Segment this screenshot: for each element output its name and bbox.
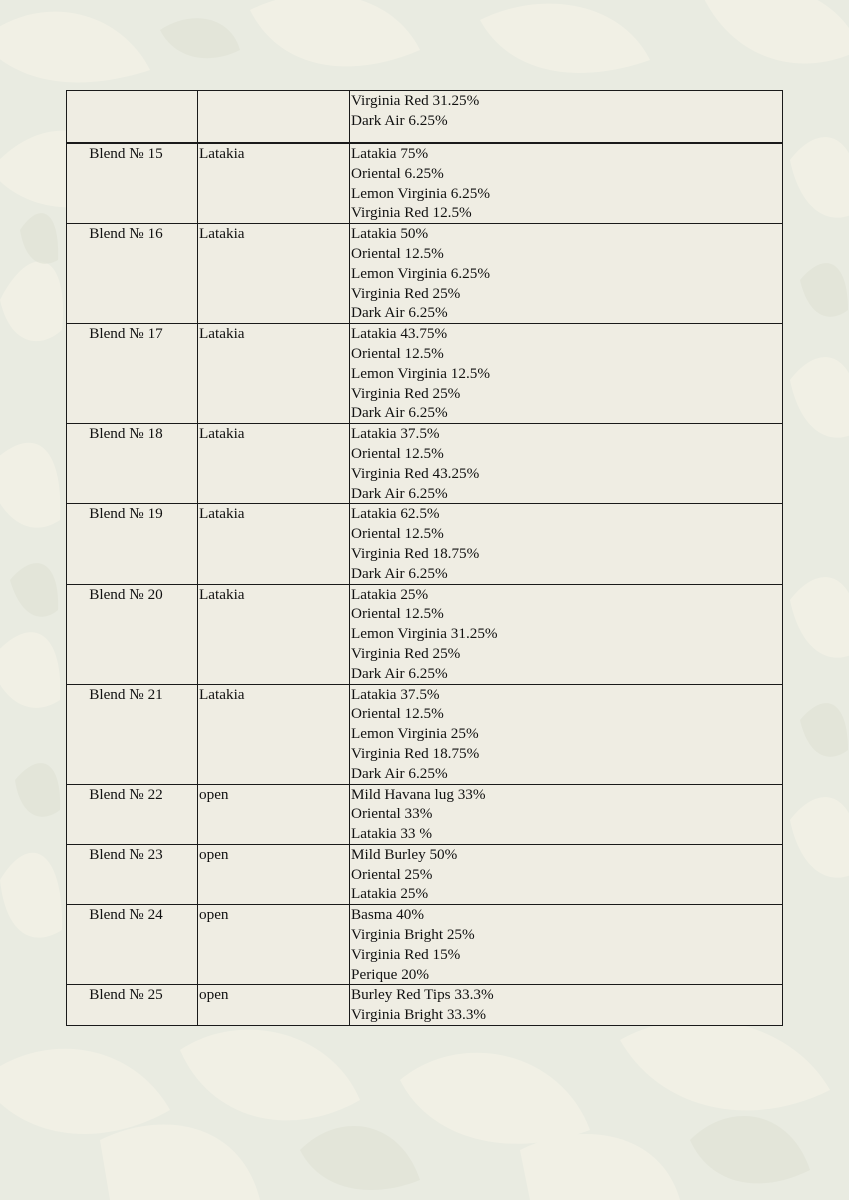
blend-table	[66, 90, 783, 1026]
table-row-continued	[67, 91, 783, 144]
table-row	[67, 143, 783, 224]
blend-name-cell: Blend № 16	[67, 224, 198, 324]
blend-components-cell	[350, 424, 783, 504]
component-line: Dark Air 6.25%	[351, 404, 448, 422]
component-line: Oriental 25%	[351, 865, 433, 883]
component-line: Virginia Red 25%	[351, 284, 461, 302]
blend-components-cell	[350, 143, 783, 224]
component-line: Dark Air 6.25%	[351, 664, 448, 682]
blend-components-cell	[350, 684, 783, 784]
blend-type-cell: Latakia	[198, 424, 350, 504]
component-line: Latakia 75%	[351, 145, 429, 162]
component-line: Dark Air 6.25%	[351, 764, 448, 782]
table-row	[67, 784, 783, 844]
component-line: Virginia Red 31.25%	[351, 92, 480, 109]
component-line: Oriental 12.5%	[351, 344, 444, 362]
component-line: Latakia 62.5%	[351, 505, 440, 523]
component-line: Oriental 12.5%	[351, 705, 444, 723]
blend-name-cell: Blend № 22	[67, 784, 198, 844]
blend-components-cell	[350, 324, 783, 424]
component-line: Mild Havana lug 33%	[351, 785, 486, 803]
blend-components-cell	[350, 91, 783, 144]
component-line: Oriental 12.5%	[351, 525, 444, 543]
component-line: Oriental 12.5%	[351, 605, 444, 623]
component-line: Oriental 6.25%	[351, 164, 444, 182]
component-line: Burley Red Tips 33.3%	[351, 986, 494, 1004]
table-row	[67, 424, 783, 504]
blend-components-cell	[350, 504, 783, 584]
blend-name-cell: Blend № 20	[67, 584, 198, 684]
blend-type-cell: open	[198, 905, 350, 985]
component-line: Virginia Red 12.5%	[351, 204, 472, 222]
component-line: Dark Air 6.25%	[351, 304, 448, 322]
component-line: Lemon Virginia 6.25%	[351, 184, 490, 202]
blend-type-cell: Latakia	[198, 324, 350, 424]
component-line: Virginia Red 18.75%	[351, 744, 480, 762]
component-line: Perique 20%	[351, 965, 430, 983]
blend-name-cell: Blend № 25	[67, 985, 198, 1026]
blend-components-cell	[350, 784, 783, 844]
component-line: Latakia 37.5%	[351, 685, 440, 703]
blend-name-cell	[67, 91, 198, 144]
component-line: Oriental 12.5%	[351, 444, 444, 462]
component-line: Latakia 33 %	[351, 825, 432, 843]
blend-name-cell: Blend № 18	[67, 424, 198, 504]
component-line: Virginia Bright 25%	[351, 926, 475, 944]
table-row	[67, 324, 783, 424]
component-line: Dark Air 6.25%	[351, 564, 448, 582]
blend-components-cell	[350, 985, 783, 1026]
table-row	[67, 985, 783, 1026]
component-line: Latakia 50%	[351, 225, 429, 243]
table-row	[67, 684, 783, 784]
component-line: Latakia 25%	[351, 585, 429, 603]
component-line: Dark Air 6.25%	[351, 111, 448, 129]
component-line: Basma 40%	[351, 906, 424, 924]
component-line: Latakia 43.75%	[351, 325, 448, 343]
blend-components-cell	[350, 224, 783, 324]
blend-name-cell: Blend № 19	[67, 504, 198, 584]
blend-components-cell	[350, 905, 783, 985]
blend-name-cell: Blend № 21	[67, 684, 198, 784]
blend-type-cell: Latakia	[198, 584, 350, 684]
component-line: Latakia 25%	[351, 885, 429, 903]
component-line: Latakia 37.5%	[351, 425, 440, 443]
blend-type-cell: Latakia	[198, 224, 350, 324]
blend-type-cell: Latakia	[198, 684, 350, 784]
blend-name-cell: Blend № 24	[67, 905, 198, 985]
blend-type-cell: open	[198, 784, 350, 844]
component-line: Lemon Virginia 12.5%	[351, 364, 490, 382]
component-line: Lemon Virginia 6.25%	[351, 264, 490, 282]
blend-type-cell: open	[198, 985, 350, 1026]
table-row	[67, 224, 783, 324]
component-line: Virginia Red 25%	[351, 384, 461, 402]
blend-type-cell: Latakia	[198, 143, 350, 224]
table-row	[67, 844, 783, 904]
component-line: Virginia Bright 33.3%	[351, 1006, 487, 1024]
blend-type-cell	[198, 91, 350, 144]
component-line: Virginia Red 15%	[351, 945, 461, 963]
blend-name-cell: Blend № 23	[67, 844, 198, 904]
component-line: Lemon Virginia 31.25%	[351, 625, 498, 643]
blend-type-cell: open	[198, 844, 350, 904]
blend-name-cell: Blend № 15	[67, 143, 198, 224]
table-row	[67, 905, 783, 985]
component-line: Virginia Red 18.75%	[351, 544, 480, 562]
component-line: Lemon Virginia 25%	[351, 725, 479, 743]
component-line: Oriental 12.5%	[351, 244, 444, 262]
component-line: Dark Air 6.25%	[351, 484, 448, 502]
table-row	[67, 504, 783, 584]
component-line: Oriental 33%	[351, 805, 433, 823]
blend-components-cell	[350, 584, 783, 684]
component-line: Virginia Red 25%	[351, 644, 461, 662]
blend-name-cell: Blend № 17	[67, 324, 198, 424]
blend-type-cell: Latakia	[198, 504, 350, 584]
component-line: Mild Burley 50%	[351, 845, 458, 863]
table-row	[67, 584, 783, 684]
blend-components-cell	[350, 844, 783, 904]
component-line: Virginia Red 43.25%	[351, 464, 480, 482]
